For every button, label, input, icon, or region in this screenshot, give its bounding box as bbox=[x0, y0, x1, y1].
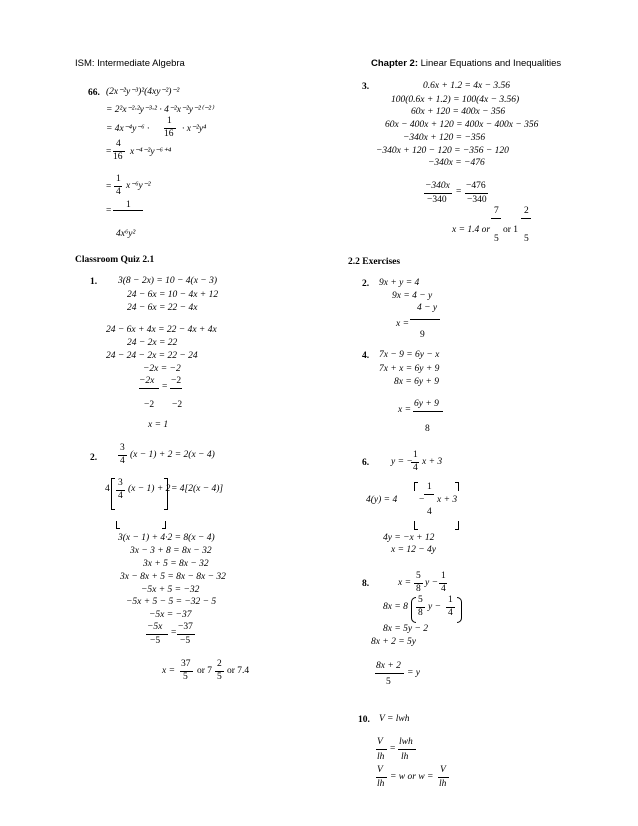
e10-line-2-bar1 bbox=[376, 749, 387, 750]
e6-line-2-paren-bot-left bbox=[414, 521, 418, 530]
q2-line-10-eq: = bbox=[171, 628, 177, 638]
q2-line-7: −5x + 5 = −32 bbox=[141, 585, 200, 595]
e10-line-3-bar bbox=[376, 777, 387, 778]
e6-line-1a: y = − bbox=[391, 457, 413, 467]
p3-line-10-bot1: 5 bbox=[494, 234, 499, 244]
p3-line-8-eq: = bbox=[456, 187, 462, 197]
e8-line-2-paren-left bbox=[411, 597, 416, 623]
q1-line-8-eq: = bbox=[162, 382, 168, 392]
e8-line-2b: y − bbox=[428, 602, 442, 612]
e8-line-1b: y − bbox=[425, 578, 439, 588]
e6-line-2-paren-bot-right bbox=[455, 521, 459, 530]
p66-line-6-num: 1 bbox=[126, 200, 131, 210]
e6-line-2a: 4(y) = 4 bbox=[366, 495, 398, 505]
e2-line-1: 9x + y = 4 bbox=[379, 278, 420, 288]
e8-line-3: 8x = 5y − 2 bbox=[383, 624, 429, 634]
p66-line-4-num: 4 bbox=[116, 139, 121, 149]
p3-line-2: 100(0.6x + 1.2) = 100(4x − 3.56) bbox=[391, 95, 520, 105]
e6-line-2-minus: − bbox=[419, 495, 425, 505]
q2-line-12-den: 5 bbox=[183, 672, 188, 682]
e8-line-2-num1: 5 bbox=[418, 595, 423, 605]
p66-line-6-eq: = bbox=[106, 206, 112, 216]
q1-line-8-right: −2 bbox=[171, 376, 182, 386]
quiz-2-number: 2. bbox=[90, 453, 98, 463]
q2-line-10-bar-left bbox=[146, 634, 168, 635]
e6-line-2c: x + 3 bbox=[437, 495, 458, 505]
q2-line-8: −5x + 5 − 5 = −32 − 5 bbox=[126, 597, 217, 607]
p3-line-8-bar-right bbox=[465, 193, 488, 194]
q2-line-2-bracket-left bbox=[111, 478, 115, 510]
q2-line-10-right: −37 bbox=[178, 622, 193, 632]
e6-line-2-num: 1 bbox=[427, 482, 432, 492]
e10-line-3-num: V bbox=[377, 765, 383, 775]
q2-line-2-num: 3 bbox=[118, 478, 123, 488]
q1-line-9-right: −2 bbox=[172, 400, 183, 410]
e8-line-5-num: 8x + 2 bbox=[376, 661, 401, 671]
p3-line-10b: or 1 bbox=[503, 225, 519, 235]
e2-line-4: x = bbox=[396, 319, 410, 329]
e4-line-4-x: x = bbox=[398, 405, 412, 415]
e10-line-2-bar2 bbox=[398, 749, 416, 750]
e8-line-1-den2: 4 bbox=[441, 584, 446, 594]
e2-line-2: 9x = 4 − y bbox=[392, 291, 433, 301]
p66-line-4b: x⁻⁴⁻²y⁻⁶⁺⁴ bbox=[130, 147, 172, 157]
e8-line-2-den1: 8 bbox=[418, 608, 423, 618]
q2-line-12-decimal: or 7.4 bbox=[227, 666, 250, 676]
e2-line-3-num: 4 − y bbox=[417, 303, 438, 313]
header-chapter: Chapter 2: bbox=[371, 58, 418, 69]
exercise-10-number: 10. bbox=[358, 715, 370, 725]
p66-line-5b: x⁻⁶y⁻² bbox=[126, 181, 151, 191]
p66-line-3b: · x⁻²y⁴ bbox=[182, 124, 207, 134]
exercise-2-number: 2. bbox=[362, 279, 370, 289]
q2-line-2-den: 4 bbox=[118, 491, 123, 501]
e8-line-2-den2: 4 bbox=[448, 608, 453, 618]
q2-line-12-num: 37 bbox=[181, 659, 191, 669]
q1-line-8-left: −2x bbox=[139, 376, 155, 386]
p66-line-6-bar bbox=[113, 210, 143, 211]
e10-line-3-bar2 bbox=[438, 777, 449, 778]
header-right bbox=[371, 58, 561, 69]
e8-line-1-den1: 8 bbox=[416, 584, 421, 594]
e4-line-2: 7x + x = 6y + 9 bbox=[379, 364, 440, 374]
q1-line-5: 24 − 2x = 22 bbox=[127, 338, 178, 348]
e6-line-2-paren-top-left bbox=[414, 482, 418, 491]
e6-line-2-den: 4 bbox=[427, 507, 432, 517]
e10-line-2-num2: lwh bbox=[399, 737, 413, 747]
q1-line-10: x = 1 bbox=[148, 420, 169, 430]
e10-line-2-den1: lh bbox=[377, 752, 385, 762]
p66-line-3-frac-num: 1 bbox=[167, 116, 172, 126]
p3-line-6: −340x + 120 − 120 = −356 − 120 bbox=[376, 146, 509, 156]
p66-line-3-frac-den: 16 bbox=[164, 129, 174, 139]
e8-line-5-bar bbox=[375, 673, 404, 674]
p3-line-10-top1: 7 bbox=[494, 206, 499, 216]
e10-line-2-num1: V bbox=[377, 737, 383, 747]
p66-line-2: = 2²x⁻²·²y⁻³·² · 4⁻²x⁻²y⁻²⁽⁻²⁾ bbox=[106, 105, 214, 115]
e4-line-1: 7x − 9 = 6y − x bbox=[379, 350, 440, 360]
p3-line-3: 60x + 120 = 400x − 356 bbox=[411, 107, 506, 117]
p66-line-5-eq: = bbox=[106, 182, 112, 192]
q2-line-1-den: 4 bbox=[120, 456, 125, 466]
q2-line-3-bracket-left bbox=[116, 521, 120, 529]
problem-66-number: 66. bbox=[88, 88, 100, 98]
q1-line-6: 24 − 24 − 2x = 22 − 24 bbox=[106, 351, 198, 361]
p3-line-9-right: −340 bbox=[467, 195, 487, 205]
q2-line-1: (x − 1) + 2 = 2(x − 4) bbox=[130, 450, 215, 460]
p3-line-8-bar-left bbox=[424, 193, 452, 194]
q2-line-2-right: = 4[2(x − 4)] bbox=[171, 484, 224, 494]
p66-line-1: (2x⁻²y⁻³)²(4xy⁻²)⁻² bbox=[106, 87, 180, 97]
q2-line-10-left: −5x bbox=[147, 622, 163, 632]
p66-line-3a: = 4x⁻⁴y⁻⁶ · bbox=[106, 124, 150, 134]
q2-line-12-frac2-den: 5 bbox=[217, 672, 222, 682]
q2-line-2-bracket-right bbox=[164, 478, 168, 510]
p3-line-10-bar1 bbox=[491, 218, 501, 219]
q2-line-11-right: −5 bbox=[180, 636, 191, 646]
exercise-6-number: 6. bbox=[362, 458, 370, 468]
e10-line-3-num2: V bbox=[440, 765, 446, 775]
e8-line-2-paren-right bbox=[457, 597, 462, 623]
e2-line-4-bar bbox=[410, 319, 440, 320]
q2-line-12-or: or 7 bbox=[197, 666, 213, 676]
q2-line-3-bracket-right bbox=[162, 521, 166, 529]
p3-line-9-left: −340 bbox=[427, 195, 447, 205]
e6-line-3: 4y = −x + 12 bbox=[383, 533, 435, 543]
quiz-1-number: 1. bbox=[90, 277, 98, 287]
e6-line-2-paren-top-right bbox=[455, 482, 459, 491]
q2-line-4: 3x − 3 + 8 = 8x − 32 bbox=[130, 546, 212, 556]
p66-line-5-den: 4 bbox=[116, 187, 121, 197]
p66-line-4-eq: = bbox=[106, 147, 112, 157]
e10-line-1: V = lwh bbox=[379, 714, 410, 724]
e4-line-4-den: 8 bbox=[425, 424, 430, 434]
p3-line-7: −340x = −476 bbox=[428, 158, 485, 168]
q1-line-9-left: −2 bbox=[144, 400, 155, 410]
e8-line-1-num1: 5 bbox=[416, 571, 421, 581]
e8-line-2-num2: 1 bbox=[448, 595, 453, 605]
e6-line-1-den: 4 bbox=[413, 463, 418, 473]
e8-line-1-num2: 1 bbox=[441, 571, 446, 581]
e2-line-5-den: 9 bbox=[420, 330, 425, 340]
e6-line-4: x = 12 − 4y bbox=[391, 545, 437, 555]
q2-line-5: 3x + 5 = 8x − 32 bbox=[143, 559, 209, 569]
e10-line-2-den2: lh bbox=[401, 752, 409, 762]
q2-line-12-frac2-num: 2 bbox=[217, 659, 222, 669]
q2-line-2-factor: 4 bbox=[105, 484, 110, 494]
q1-line-3: 24 − 6x = 22 − 4x bbox=[127, 303, 198, 313]
p66-line-4-den: 16 bbox=[113, 152, 123, 162]
q1-line-7: −2x = −2 bbox=[143, 364, 181, 374]
q1-line-8-bar-right bbox=[170, 388, 182, 389]
e8-line-5-den: 5 bbox=[386, 677, 391, 687]
p3-line-10a: x = 1.4 or bbox=[452, 225, 491, 235]
e6-line-1-num: 1 bbox=[413, 450, 418, 460]
p3-line-4: 60x − 400x + 120 = 400x − 400x − 356 bbox=[385, 120, 539, 130]
exercise-4-number: 4. bbox=[362, 351, 370, 361]
exercises-title: 2.2 Exercises bbox=[348, 257, 401, 267]
e8-line-4: 8x + 2 = 5y bbox=[371, 637, 417, 647]
e8-line-2a: 8x = 8 bbox=[383, 602, 408, 612]
e6-line-1b: x + 3 bbox=[422, 457, 443, 467]
p3-line-1: 0.6x + 1.2 = 4x − 3.56 bbox=[423, 81, 511, 91]
e8-line-1a: x = bbox=[398, 578, 412, 588]
e10-line-2-eq: = bbox=[390, 744, 396, 754]
q2-line-10-bar-right bbox=[177, 634, 195, 635]
q1-line-2: 24 − 6x = 10 − 4x + 12 bbox=[127, 290, 219, 300]
e10-line-3-den2: lh bbox=[439, 779, 447, 789]
q1-line-8-bar-left bbox=[139, 388, 159, 389]
e4-line-4-num: 6y + 9 bbox=[414, 399, 439, 409]
p3-line-10-bar2 bbox=[521, 218, 531, 219]
q2-line-12-x: x = bbox=[162, 666, 176, 676]
p3-line-5: −340x + 120 = −356 bbox=[403, 133, 486, 143]
header-left: ISM: Intermediate Algebra bbox=[75, 58, 185, 69]
e4-line-4-bar bbox=[413, 411, 443, 412]
problem-3-number: 3. bbox=[362, 82, 370, 92]
e10-line-3-den: lh bbox=[377, 779, 385, 789]
quiz-title: Classroom Quiz 2.1 bbox=[75, 255, 155, 265]
e8-line-5b: = y bbox=[407, 668, 421, 678]
p3-line-8-left: −340x bbox=[425, 181, 450, 191]
e4-line-3: 8x = 6y + 9 bbox=[394, 377, 440, 387]
header-chapter-title: Linear Equations and Inequalities bbox=[420, 58, 562, 69]
p3-line-10-top2: 2 bbox=[524, 206, 529, 216]
e10-line-3b: = w or w = bbox=[390, 772, 434, 782]
q1-line-1: 3(8 − 2x) = 10 − 4(x − 3) bbox=[118, 276, 217, 286]
e6-line-2-bar bbox=[424, 494, 434, 495]
q2-line-2-left: (x − 1) + 2 bbox=[128, 484, 171, 494]
q2-line-6: 3x − 8x + 5 = 8x − 8x − 32 bbox=[120, 572, 226, 582]
q2-line-9: −5x = −37 bbox=[149, 610, 192, 620]
q1-line-4: 24 − 6x + 4x = 22 − 4x + 4x bbox=[106, 325, 217, 335]
p66-line-5-num: 1 bbox=[116, 174, 121, 184]
p3-line-8-right: −476 bbox=[466, 181, 486, 191]
exercise-8-number: 8. bbox=[362, 579, 370, 589]
q2-line-11-left: −5 bbox=[150, 636, 161, 646]
q2-line-3: 3(x − 1) + 4·2 = 8(x − 4) bbox=[118, 533, 215, 543]
p66-line-6-den: 4x⁶y² bbox=[116, 229, 136, 239]
p3-line-10-bot2: 5 bbox=[524, 234, 529, 244]
q2-line-1-num: 3 bbox=[120, 443, 125, 453]
